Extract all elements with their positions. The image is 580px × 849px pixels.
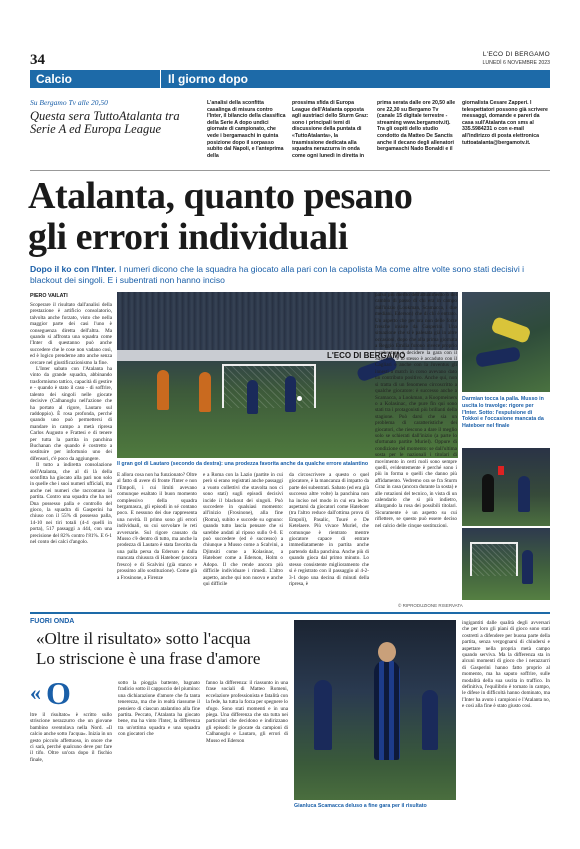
standfirst [30,264,550,286]
side-caption: Darmian tocca la palla. Musso in uscita lo travolge: rigore per l'Inter. Sotto: l'espulsione di Tokkoi e l'occasione mancata da Hateboer nel finale [462,396,544,430]
player-back-2 [422,690,438,750]
section-bar [30,70,550,88]
player-back-1 [314,680,332,750]
promo-col-3: prima serata dalle ore 20,50 alle ore 22,30 su Bergamo Tv (canale 15 digitale terrestre - streaming www.bergamotv.it). Tra gli ospiti dello studio condotto da Matteo De Sanctis anche il decano degli allenatori bergamaschi Nado Bonaldi e il [377,100,456,153]
player-head [378,642,396,662]
main-col-1-p3: Il tutto a indiretta consolazione dell'Atalanta, che al di là della sconfitta ha giocato alla pari non solo in quelle che i suoi numeri ufficiali, ma anche nei numeri che raccontano la partita. Contro una squadra che ha nel Dna possesso palla e controllo del gioco, la squadra di Gasperini ha chiuso con il 55% di possesso palla, 14-10 nei tiri totali (4-4 quelli in porta), 517 passaggi a 444, con una precisione del 82% contro l'81%. E 6-1 nel conto dei calci d'angolo. [30,462,112,546]
main-photo-caption-text: Il gran gol di Lautaro (secondo da destra): una prodezza favorita anche da qualche errore atalantino [117,461,369,467]
side-photo-1 [462,292,550,392]
secondary-quote-mark: « [30,680,41,705]
main-col-2: E allora cosa non ha funzionato? Oltre al fatto di avere di fronte l'Inter e non l'Empoli, i cui limiti avevano comunque esaltato il buon momento complessivo della squadra bergamasca, gli episodi in sé contano poco. E nessuno dei due rappresenta una novità. Il primo sono gli errori individuali, su cui sorvolare le reti avversarie. Sul rigore causato da Musso c'è dentro di tutto, ma anche la prodezza di Lautaro è stata favorita da una palla persa da Ederson e dalla mancata chiusura di Hateboer (ancora fresco) e di Scalvini (già stanco e prossimo allo sostituzione). Come già a Frosinone, a Firenze [117,472,197,581]
secondary-col-3: fanno la differenza: il riassunto in una frase sociali di Matteo Romeni, eccelaziore professionista e fatalità con la fede, ha tutta la forza per spegnere lo sfogo. Sono stati momenti e in una piega. Una differenza che sta tutta nei particolari che decidono e indirizzano gli episodi: le giocate da campioni di Calhanoglu e Lautaro, gli errori di Musso ed Ederson [206,680,288,744]
secondary-col-4: ingigantiti dalle qualità degli avversari che per loro gli piani di gioco sono stati costretti a difendere per buona parte della partita, senza vergognarsi di chiudersi e aspettare nella propria metà campo quando serviva. Ma la differenza sta in alcuni momenti di gioco che i nerazzurri di Gasperini hanno fatto proprio al momento, ma ha saputo soffrire, sulle modalità della sua uscita in traffico. In definitiva, l'equilibrio è tornato in campo, le difese in difficoltà hanno dominato, ma l'Inter ha avuto i campioni e l'Atalanta no, e così alla fine è stato giusto così. [462,620,550,710]
byline: PIERO VAILATI [30,293,68,299]
promo-rule [30,170,550,171]
promo-title: Questa sera TuttoAtalanta tra Serie A ed Europa League [30,109,180,136]
main-col-5: parso più merito dell'attualmento o del cambio di passo di chi era in campo dall'inizio (Lookman, Scamacca, i due mediani, Ederson) che di chi è entrato. Un aspetto che per ora non delle forze fresche insiste da Gasperini. Una situazione che si è palesata già in altre occasioni, dopo che alla prima giornata a Reggio Emilia furono invece proprio i subentrati a decidere la gara con il Sassuolo, e lo stesso è accaduto con il Cagliari e anche con la Juventus gli innesti a match in corso avevano dato un contributo positivo. Anche qui, non si tratta di un fenomeno circoscritto a qualche giocatore: è successo anche a Scamacca, a Lookman, a Koopmeiners o a Kolasinac, che pure fin qui sono stati tra i protagonisti più brillanti della stagione. Può darsi che sia un problema di caratteristiche dei giocatori, che riescono a dare il meglio solo se schierati dall'inizio (a parte lo sfortunato partite Muriel). Oppure di condizione del momento: se dall'ultima sosta per le nazionali i titolari di movimento in certi ruoli sono sempre quelli, evidentemente è perché sono i più in forma o quelli che danno più affidamento. Vedremo ora se fra Sturm Graz in casa (ancora durante la sosta) e alle rotazioni del tecnico, in vista di un calendario che sì più indietro, allargando la rosa dei possibili titolari. Sicuramente è un aspetto su cui riflettere, se questo può essere deciso nel calcio delle cinque sostituzioni. [375,292,457,529]
paper-name: L'ECO DI BERGAMO [482,51,550,58]
main-col-1-p2: L'Inter sabato con l'Atalanta ha vinto da grande squadra, abbinando trasformismo tattico, capacità di gestire e - quando è stato il caso - di soffrire, talento dei singoli nelle giocate decisive (Calhanoglu nell'azione che ha portato al rigore, Lautaro sul raddoppio). È rosa profonda, perché quando uno può permettersi di mandare in campo a metà ripresa Carlos Augusto e Frattesi e di tenere per tutta la partita in panchina Buchanan che quando è costretto a sostituire per infortunio uno dei difensori, c'è poco da aggiungere. [30,366,112,462]
secondary-col-1: ltre il risultato» è scritto sullo striscione nerazzurro che un giovane bambino sventolava nella Nord. «Il calcio anche sotto l'acqua». Inizia in un gesto piccolo affettuoso, in onore che ci sarà, perché qualcuno deve pur fare il tifo. Oltre un'ora dopo il fischio finale, [30,712,112,763]
red-card [498,466,504,475]
promo-kicker: Su Bergamo Tv alle 20,50 [30,98,108,107]
player-1 [157,370,169,410]
goal-net-small [470,542,518,576]
side-photo-2 [462,448,550,526]
striker-figure [522,550,533,584]
main-col-1-p1: Scoperare il risultato dall'analisi della prestazione è artificio consolatorio, talvolta anche forzato, visto che nella maggior parte dei casi l'uno è conseguenza diretta dell'altra. Ma quando si affronta una squadra come l'Inter di questanno può anche succedere che le cose non vadano così, ed è logico prenderne atto anche senza cercare nel giustificazionismo la fine. [30,302,112,366]
copyright: © RIPRODUZIONE RISERVATA [398,603,463,608]
player-front [374,660,400,760]
subsection-name: Il giorno dopo [168,72,248,86]
side-photo-3 [462,528,550,600]
section-name: Calcio [36,72,73,86]
player-3 [247,380,258,414]
ball [297,396,302,401]
secondary-photo [294,620,456,800]
promo-col-2: prossima sfida di Europa League dell'Atalanta opposta agli austriaci dello Sturm Graz: sono i principali temi di discussione della puntata di «TuttoAtalanta», la trasmissione dedicata alla squadra nerazzurra in onda come ogni lunedì in diretta in [292,100,369,159]
secondary-dropcap: O [46,675,71,711]
main-col-1 [30,302,112,567]
main-headline-line-1: Atalanta, quanto pesano [28,175,413,217]
promo-col-4: giornalista Cesare Zapperi. I telespettatori possono già scrivere messaggi, domande e pareri da casa sull'Atalanta con sms al 335.5984231 o con e-mail all'indirizzo di posta elettronica tuttoatalanta@bergamotv.it. [462,100,548,146]
issue-date: LUNEDÌ 6 NOVEMBRE 2023 [482,60,550,66]
secondary-title-line-2: Lo striscione è una frase d'amore [36,649,261,668]
main-col-3: e a Roma con la Lazio (partite in cui però si erano registrati anche passaggi a vuoto collettivi che stavolta non ci sono stati) sugli episodi decisivi incide il blackout dei singoli. Può succedere in qualsiasi momento: all'inizio (Frosinone), alla fine (Roma), subito e succede su ognuno: quando tutto lascia pensare che si sarebbe andati al riposo sullo 0-0. E può succedere (ed è successo) a chiunque a Musso come a Scalvini, a Djimsiti come a Kolasinac, a Hateboer come a Ederson, Holm o Adopo. Il che rende ancora più difficile individuare i rimedi. L'altro aspetto, anche qui non nuovo e anche qui difficile [203,472,283,587]
fallen-player [475,346,521,367]
section-rule [30,612,550,614]
main-headline-line-2: gli errori individuali [28,216,348,258]
standfirst-lead: Dopo il ko con l'Inter. [30,264,117,274]
goal-net [222,364,316,408]
referee-figure [482,474,494,512]
player-figure [518,476,530,512]
secondary-kicker: FUORI ONDA [30,618,75,625]
player-2 [199,372,211,412]
page-number: 34 [30,52,45,68]
secondary-photo-caption: Gianluca Scamacca deluso a fine gara per il risultato [294,803,427,809]
promo-col-1: L'analisi della sconfitta casalinga di misura contro l'Inter, il bilancio della classifica della Serie A dopo undici giornate di campionato, che vede i bergamaschi in quinta posizione dopo il sorpasso subito dal Napoli, e l'anteprima della [207,100,286,159]
goalkeeper-figure [490,316,531,344]
secondary-title-line-1: «Oltre il risultato» sotto l'acqua [36,629,251,648]
section-divider [160,70,161,88]
main-col-4: da circoscrivere a questo o quel giocatore, è la mancanza di impatto da parte dei subentrati. Sabato (ed era già successo altre volte) la panchina non ha inciso nel modo in cui era lecito aspettarsi da giocatori come Hateboer (tra l'altro reduce dall'ottima prova di Empoli), Pasalic, Touré e De Ketelaere. Più vivace Muriel, che comunque è rientrato mentre giocatore capace di entrare immediatamente in partita anche partendo dalla panchina. Anche più di quando gioca dal primo minuto. Lo stesso consistente miglioramento che si è registrato con il passaggio al 4-2-3-1 dopo una decina di minuti della ripresa, è [289,472,369,587]
player-4 [285,376,296,412]
ad-board-text: L'ECO DI BERGAMO [327,351,406,360]
secondary-col-2: sotto la pioggia battente, bagnato fradicio sotto il cappuccio del piumino: una dichiarazione d'amore che fa tanta tenerezza, ma che in realtà riassume il pensiero di ciascun atalantino alla fine partita. Peccato, l'Atalanta ha giocato bene, ma ha vinto l'Inter, la differenza tra un'ottima squadra e una squadra con giocatori che [118,680,200,738]
standfirst-text: I numeri dicono che la squadra ha giocato alla pari con la capolista Ma come altre volte sono stati decisivi i blackout dei singoli. E i subentrati non hanno inciso [30,264,525,285]
